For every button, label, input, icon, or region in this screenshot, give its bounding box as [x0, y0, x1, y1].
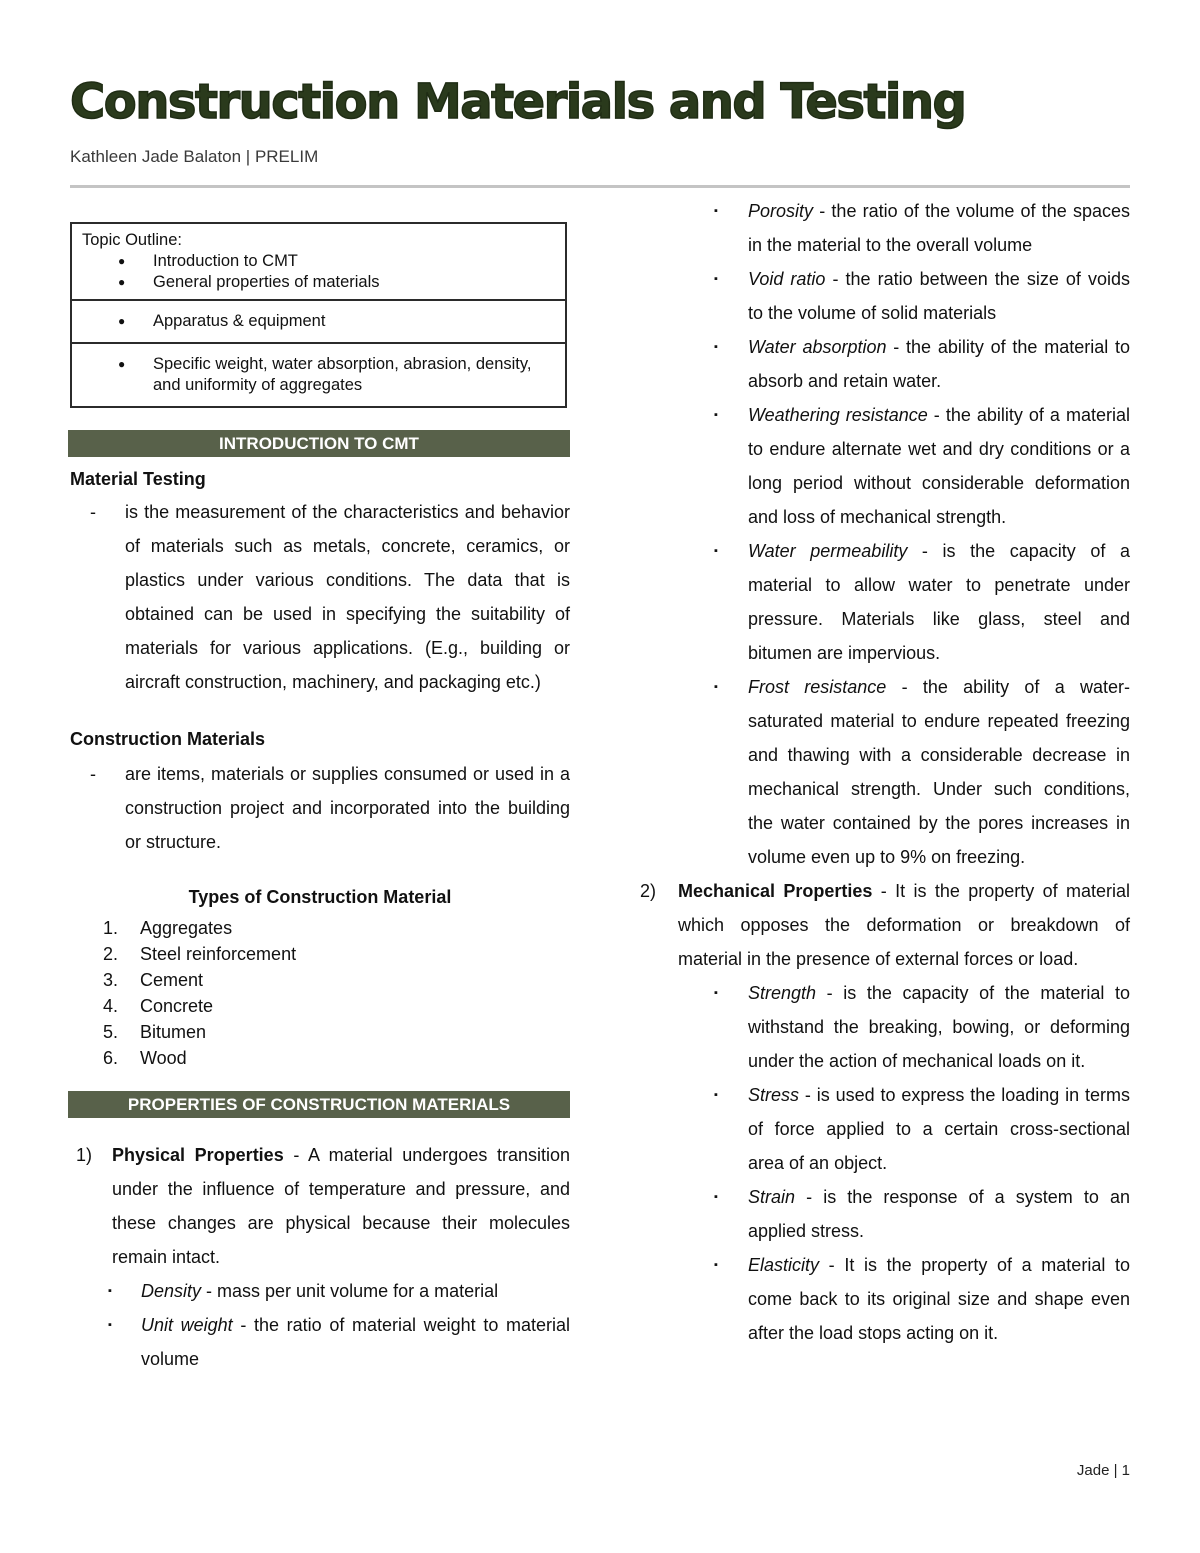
physical-properties	[70, 1138, 570, 1274]
term: Void ratio	[748, 269, 826, 289]
document-title: Construction Materials and Testing	[70, 74, 966, 130]
term: Porosity	[748, 201, 814, 221]
term-definition: - the ability of a water-saturated material to endure repeated freezing and thawing with a considerable decrease in mechanical strength. Under such conditions, the water contained by the pores increases in volume even up to 9% on freezing.	[748, 677, 1130, 867]
list-number: 3.	[103, 970, 119, 990]
list-item	[70, 941, 570, 967]
outline-item: ● General properties of materials	[82, 272, 555, 293]
list-text: Aggregates	[140, 918, 233, 938]
property-item	[640, 398, 1130, 534]
list-text: Cement	[140, 970, 204, 990]
outline-row-1	[72, 224, 565, 299]
term-definition: - is the response of a system to an applied stress.	[748, 1187, 1130, 1241]
property-item	[640, 976, 1130, 1078]
list-item	[70, 1045, 570, 1071]
term-definition: - It is the property of a material to come back to its original size and shape even after the load stops acting on it.	[748, 1255, 1130, 1343]
page-footer: Jade | 1	[1076, 1462, 1130, 1479]
construction-materials-heading: Construction Materials	[70, 729, 266, 749]
property-title: Mechanical Properties	[678, 881, 873, 901]
material-testing-heading: Material Testing	[70, 469, 206, 489]
list-text: Wood	[140, 1048, 187, 1068]
property-item	[640, 1078, 1130, 1180]
outline-label: Topic Outline:	[82, 231, 182, 249]
square-bullet-icon: ▪	[714, 409, 718, 421]
term-definition: - the ability of the material to absorb and retain water.	[748, 337, 1130, 391]
property-item	[640, 670, 1130, 874]
term-definition: - the ratio between the size of voids to the volume of solid materials	[748, 269, 1130, 323]
term-definition: - mass per unit volume for a material	[201, 1281, 499, 1301]
property-text: - A material undergoes transition under the influence of temperature and pressure, and these changes are physical because their molecules remain intact.	[112, 1145, 570, 1267]
list-item	[70, 993, 570, 1019]
property-item	[70, 1274, 570, 1308]
material-testing-definition	[70, 495, 570, 699]
property-item	[640, 1248, 1130, 1350]
property-number: 2)	[640, 881, 657, 901]
property-item	[640, 534, 1130, 670]
dash-marker: -	[90, 502, 96, 522]
square-bullet-icon: ▪	[714, 545, 718, 557]
square-bullet-icon: ▪	[714, 1089, 718, 1101]
list-text: Bitumen	[140, 1022, 207, 1042]
square-bullet-icon: ▪	[108, 1285, 112, 1297]
list-number: 5.	[103, 1022, 119, 1042]
list-item	[70, 1019, 570, 1045]
term-definition: - is the capacity of a material to allow water to penetrate under pressure. Materials like glass, steel and bitumen are impervious.	[748, 541, 1130, 663]
term: Frost resistance	[748, 677, 887, 697]
definition-text: are items, materials or supplies consumed or used in a construction project and incorporated into the building or structure.	[125, 764, 570, 852]
outline-item: ● Apparatus & equipment	[82, 311, 555, 332]
term: Strain	[748, 1187, 796, 1207]
section-banner-intro: INTRODUCTION TO CMT	[68, 430, 570, 457]
property-item	[640, 262, 1130, 330]
list-number: 4.	[103, 996, 119, 1016]
square-bullet-icon: ▪	[714, 341, 718, 353]
term: Density	[141, 1281, 202, 1301]
list-item	[70, 967, 570, 993]
list-item	[70, 915, 570, 941]
topic-outline-box	[70, 222, 567, 408]
property-item	[640, 1180, 1130, 1248]
construction-materials-definition	[70, 757, 570, 859]
square-bullet-icon: ▪	[714, 273, 718, 285]
square-bullet-icon: ▪	[714, 987, 718, 999]
types-list	[70, 915, 570, 1071]
list-number: 2.	[103, 944, 119, 964]
term: Strength	[748, 983, 817, 1003]
square-bullet-icon: ▪	[714, 1259, 718, 1271]
section-banner-properties: PROPERTIES OF CONSTRUCTION MATERIALS	[68, 1091, 570, 1118]
term: Elasticity	[748, 1255, 820, 1275]
property-text: - It is the property of material which opposes the deformation or breakdown of material in the presence of external forces or load.	[678, 881, 1130, 969]
square-bullet-icon: ▪	[714, 681, 718, 693]
term-definition: - is used to express the loading in terms of force applied to a certain cross-sectional area of an object.	[748, 1085, 1130, 1173]
square-bullet-icon: ▪	[108, 1319, 112, 1331]
square-bullet-icon: ▪	[714, 1191, 718, 1203]
list-text: Steel reinforcement	[140, 944, 297, 964]
property-title: Physical Properties	[112, 1145, 284, 1165]
term: Stress	[748, 1085, 800, 1105]
term-definition: - is the capacity of the material to withstand the breaking, bowing, or deforming under the action of mechanical loads on it.	[748, 983, 1130, 1071]
term: Water absorption	[748, 337, 887, 357]
term-definition: - the ability of a material to endure alternate wet and dry conditions or a long period without considerable deformation and loss of mechanical strength.	[748, 405, 1130, 527]
mechanical-properties	[640, 874, 1130, 976]
outline-item: ● Introduction to CMT	[82, 251, 555, 272]
definition-text: is the measurement of the characteristics and behavior of materials such as metals, concrete, ceramics, or plastics under various conditions. The data that is obtained can be used in specifying the suitability of materials for various applications. (E.g., building or aircraft construction, machinery, and packaging etc.)	[125, 502, 570, 692]
term-definition: - the ratio of material weight to material volume	[141, 1315, 571, 1369]
list-text: Concrete	[140, 996, 214, 1016]
author-line: Kathleen Jade Balaton | PRELIM	[70, 147, 319, 166]
square-bullet-icon: ▪	[714, 205, 718, 217]
dash-marker: -	[90, 764, 96, 784]
header-divider	[70, 185, 1130, 188]
list-number: 1.	[103, 918, 119, 938]
right-column	[640, 194, 1130, 1350]
term: Weathering resistance	[748, 405, 928, 425]
property-item	[640, 194, 1130, 262]
outline-item: ● Specific weight, water absorption, abrasion, density, and uniformity of aggregates	[82, 354, 555, 396]
outline-row-2	[72, 299, 565, 342]
property-number: 1)	[76, 1145, 93, 1165]
left-column	[70, 222, 570, 1376]
types-heading: Types of Construction Material	[188, 887, 452, 907]
list-number: 6.	[103, 1048, 119, 1068]
term-definition: - the ratio of the volume of the spaces in the material to the overall volume	[748, 201, 1130, 255]
outline-row-3	[72, 342, 565, 406]
term: Water permeability	[748, 541, 908, 561]
property-item	[70, 1308, 570, 1376]
term: Unit weight	[141, 1315, 233, 1335]
property-item	[640, 330, 1130, 398]
